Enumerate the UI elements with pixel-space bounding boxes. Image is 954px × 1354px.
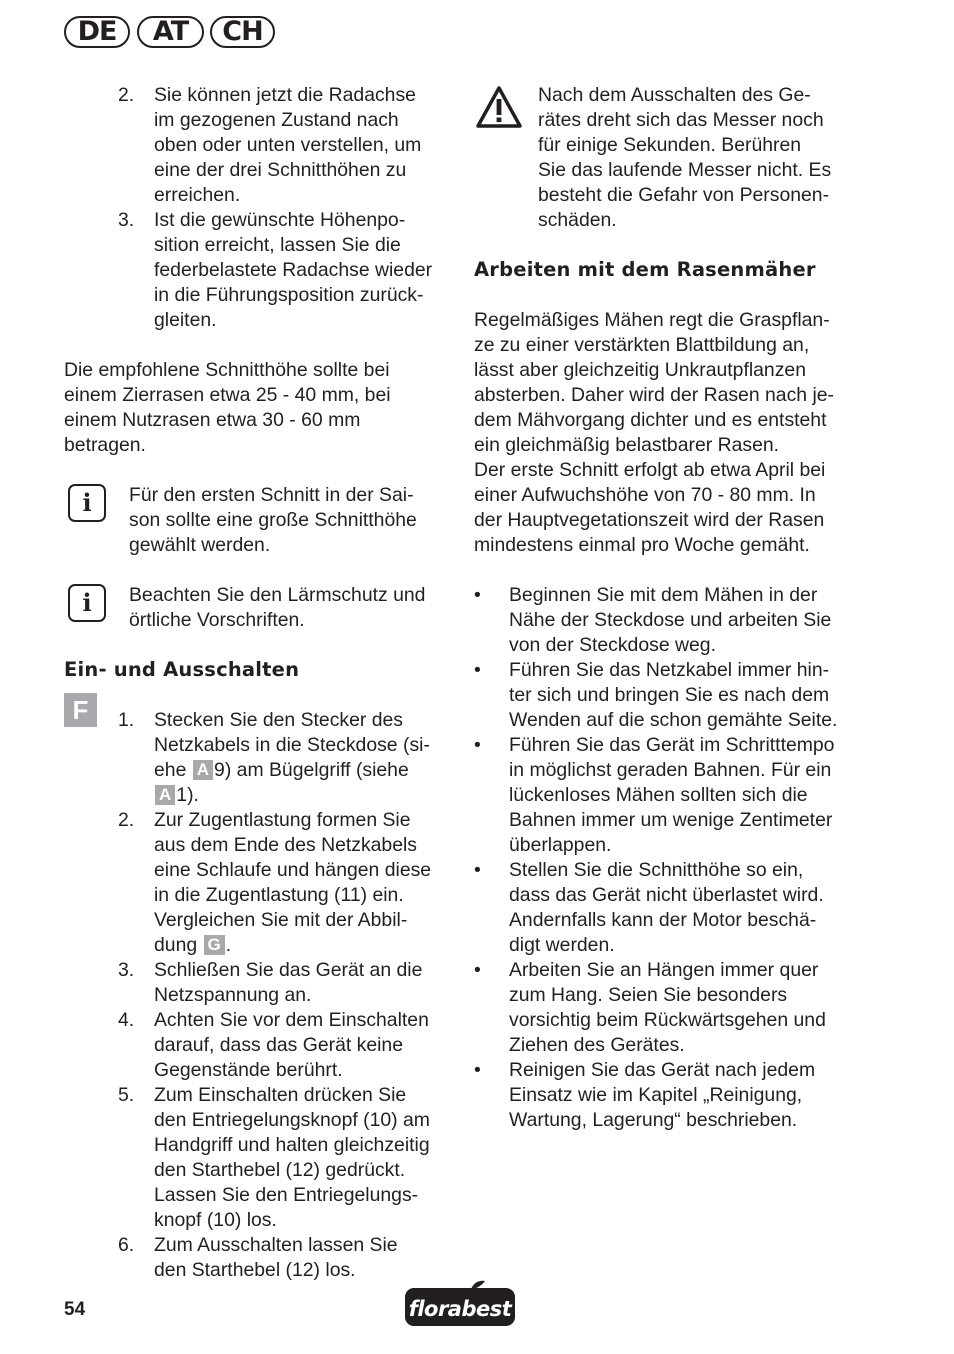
info-icon: i	[68, 584, 106, 622]
step-item: 2. Sie können jetzt die Radachse im gezogenen Zustand nach oben oder unten verstellen, um eine der drei Schnitthöhen zu erreichen.	[118, 84, 422, 206]
info-note-noise: Beachten Sie den Lärmschutz und örtliche Vorschriften.	[129, 584, 426, 631]
brand-logo: florabest	[405, 1288, 515, 1326]
list-item: • Führen Sie das Netzkabel immer hin- ter sich und bringen Sie es nach dem Wenden auf die schon gemähte Seite.	[474, 659, 838, 731]
step-item: 3. Ist die gewünschte Höhenpo- sition erreicht, lassen Sie die federbelastete Radachse wieder in die Führungsposition zurück- gleiten.	[118, 209, 433, 331]
list-item: • Stellen Sie die Schnitthöhe so ein, dass das Gerät nicht überlastet wird. Andernfalls kann der Motor beschä- digt werden.	[474, 859, 824, 956]
figure-reference-f: F	[64, 693, 97, 727]
step-item: 5. Zum Einschalten drücken Sie den Entriegelungsknopf (10) am Handgriff und halten gleichzeitig den Starthebel (12) gedrückt. Lassen Sie den Entriegelungs- knopf (10) los.	[118, 1084, 430, 1231]
warning-text: Nach dem Ausschalten des Ge- rätes dreht sich das Messer noch für einige Sekunden. Berühren Sie das laufende Messer nicht. Es besteht die Gefahr von Personen- schäden.	[538, 84, 832, 231]
step-item: 1. Stecken Sie den Stecker des Netzkabels in die Steckdose (si- ehe A 9) am Bügelgriff (siehe A 1).	[118, 709, 430, 806]
language-badge-ch: CH	[210, 16, 275, 48]
step-item: 3. Schließen Sie das Gerät an die Netzspannung an.	[118, 959, 423, 1006]
steps-on-off	[64, 708, 454, 1283]
step-list	[118, 83, 454, 333]
info-icon: i	[68, 484, 106, 522]
bullet-list	[474, 583, 864, 1133]
figure-tag-a: A	[155, 785, 175, 805]
mowing-paragraph: Regelmäßiges Mähen regt die Graspflan- ze zu einer verstärkten Blattbildung an, lässt aber gleichzeitig Unkrautpflanzen absterben. Daher wird der Rasen nach je- dem Mähvorgang dichter und es entsteht ein gleichmäßig belastbarer Rasen. Der erste Schnitt erfolgt ab etwa April bei einer Aufwuchshöhe von 70 - 80 mm. In der Hauptvegetationszeit wird der Rasen mindestens einmal pro Woche gemäht.	[474, 309, 834, 556]
section-heading-on-off: Ein- und Ausschalten	[64, 658, 300, 681]
page-number: 54	[64, 1299, 86, 1320]
figure-tag-a: A	[193, 760, 213, 780]
step-item: 6. Zum Ausschalten lassen Sie den Starthebel (12) los.	[118, 1234, 398, 1281]
list-item: • Führen Sie das Gerät im Schritttempo in möglichst geraden Bahnen. Für ein lückenloses Mähen sollten sich die Bahnen immer um wenige Zentimeter überlappen.	[474, 734, 835, 856]
section-heading-mowing: Arbeiten mit dem Rasenmäher	[474, 258, 816, 281]
list-item: • Arbeiten Sie an Hängen immer quer zum Hang. Seien Sie besonders vorsichtig beim Rückwärtsgehen und Ziehen des Gerätes.	[474, 959, 826, 1056]
mowing-tips	[474, 583, 864, 1133]
language-badge-at: AT	[137, 16, 204, 48]
step-list	[118, 708, 454, 1283]
list-item: • Reinigen Sie das Gerät nach jedem Einsatz wie im Kapitel „Reinigung, Wartung, Lagerung“ beschrieben.	[474, 1059, 816, 1131]
step-item: 2. Zur Zugentlastung formen Sie aus dem Ende des Netzkabels eine Schlaufe und hängen diese in die Zugentlastung (11) ein. Vergleichen Sie mit der Abbil- dung G .	[118, 809, 432, 956]
language-badge-de: DE	[64, 16, 130, 48]
step-item: 4. Achten Sie vor dem Einschalten darauf, dass das Gerät keine Gegenstände berührt.	[118, 1009, 429, 1081]
figure-tag-g: G	[204, 935, 225, 955]
list-item: • Beginnen Sie mit dem Mähen in der Nähe der Steckdose und arbeiten Sie von der Steckdose weg.	[474, 584, 832, 656]
steps-height-adjust	[64, 83, 454, 333]
info-note-first-cut: Für den ersten Schnitt in der Sai- son sollte eine große Schnitthöhe gewählt werden.	[129, 484, 417, 556]
warning-triangle-icon	[474, 84, 524, 130]
recommended-height-paragraph: Die empfohlene Schnitthöhe sollte bei einem Zierrasen etwa 25 - 40 mm, bei einem Nutzrasen etwa 30 - 60 mm betragen.	[64, 359, 391, 456]
